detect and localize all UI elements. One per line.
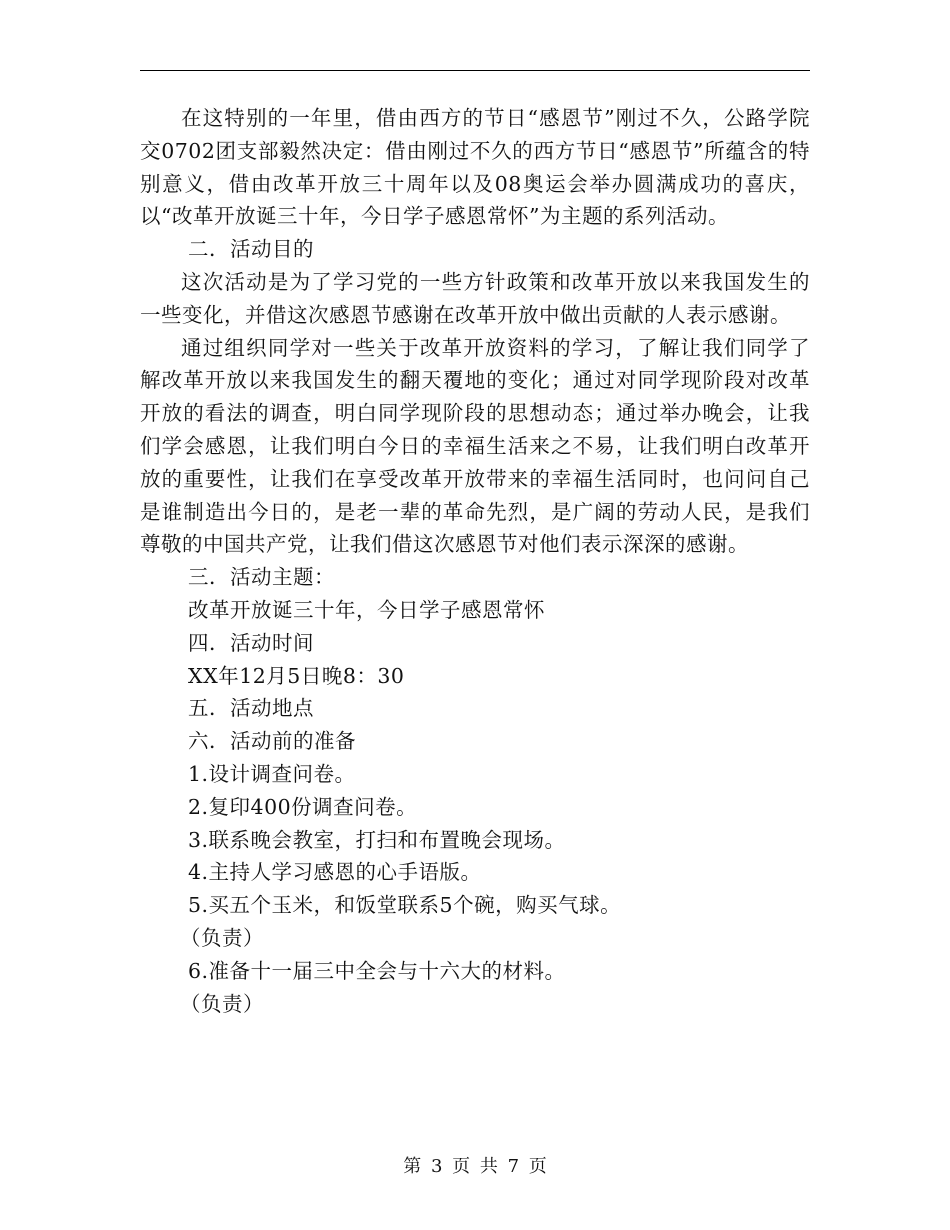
section-heading-time: 四．活动时间 xyxy=(188,630,314,655)
prep-item-3: 3.联系晚会教室，打扫和布置晚会现场。 xyxy=(188,827,566,852)
section-heading-purpose: 二．活动目的 xyxy=(188,237,314,262)
prep-item-5: 5.买五个玉米，和饭堂联系5个碗，购买气球。 xyxy=(188,893,622,918)
header-rule xyxy=(140,70,810,71)
prep-item-2: 2.复印400份调查问卷。 xyxy=(188,794,418,819)
purpose-paragraph-2: 通过组织同学对一些关于改革开放资料的学习，了解让我们同学了解改革开放以来我国发生的翻天覆地的变化；通过对同学现阶段对改革开放的看法的调查，明白同学现阶段的思想动态；通过举办晚会，让我们学会感恩，让我们明白今日的幸福生活来之不易，让我们明白改革开放的重要性，让我们在享受改革开放带来的幸福生活同时，也问问自己是谁制造出今日的，是老一辈的革命先烈，是广阔的劳动人民，是我们尊敬的中国共产党，让我们借这次感恩节对他们表示深深的感谢。 xyxy=(140,335,810,557)
intro-paragraph: 在这特别的一年里，借由西方的节日“感恩节”刚过不久，公路学院交0702团支部毅然决定：借由刚过不久的西方节日“感恩节”所蕴含的特别意义，借由改革开放三十周年以及08奥运会举办圆满成功的喜庆，以“改革开放诞三十年，今日学子感恩常怀”为主题的系列活动。 xyxy=(140,106,810,229)
theme-text: 改革开放诞三十年，今日学子感恩常怀 xyxy=(188,597,545,622)
prep-item-6: 6.准备十一届三中全会与十六大的材料。 xyxy=(188,958,566,983)
section-heading-theme: 三．活动主题： xyxy=(188,565,335,590)
purpose-paragraph-1: 这次活动是为了学习党的一些方针政策和改革开放以来我国发生的一些变化，并借这次感恩节感谢在改革开放中做出贡献的人表示感谢。 xyxy=(140,269,810,327)
section-heading-location: 五．活动地点 xyxy=(188,696,314,721)
section-heading-preparation: 六．活动前的准备 xyxy=(188,729,356,754)
prep-item-1: 1.设计调查问卷。 xyxy=(188,761,356,786)
prep-item-5-responsible: （负责） xyxy=(180,925,264,950)
prep-item-6-responsible: （负责） xyxy=(180,991,264,1016)
page-number-footer: 第 3 页 共 7 页 xyxy=(403,1156,547,1177)
prep-item-4: 4.主持人学习感恩的心手语版。 xyxy=(188,860,482,885)
document-body xyxy=(140,102,810,1020)
time-text: XX年12月5日晚8：30 xyxy=(188,663,405,688)
